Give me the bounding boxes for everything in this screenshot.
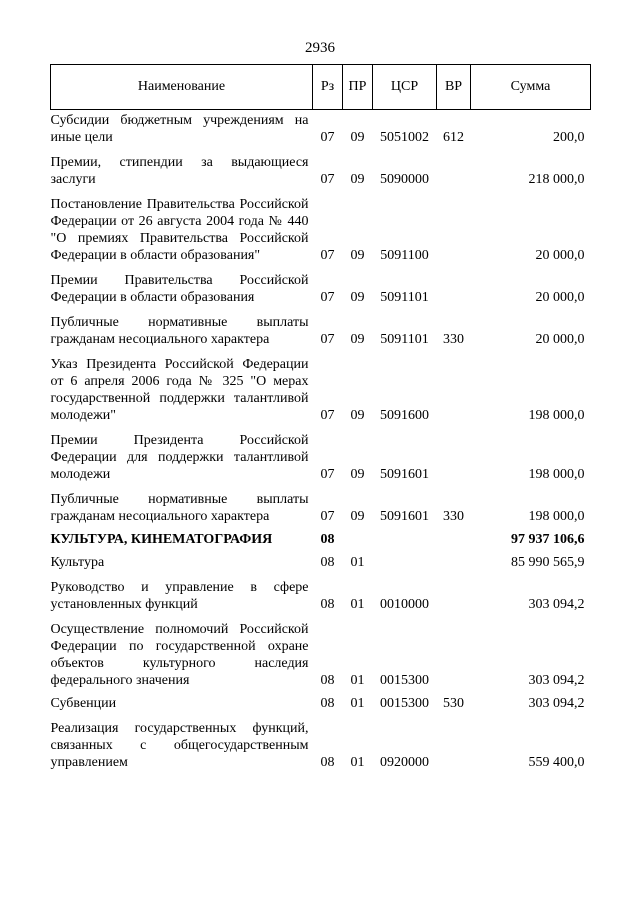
- row-csr: 5051002: [380, 130, 429, 145]
- row-name: Премии Правительства Российской Федерации в области образования: [50, 273, 309, 305]
- table-row: [51, 146, 591, 188]
- row-csr: 0920000: [380, 755, 429, 770]
- row-rz: 08: [320, 555, 335, 570]
- header-csr: ЦСР: [373, 65, 437, 110]
- row-sum: 218 000,0: [528, 172, 585, 187]
- table-row: [51, 548, 591, 571]
- header-vr: ВР: [437, 65, 471, 110]
- row-csr: 0010000: [380, 597, 429, 612]
- row-vr: [437, 348, 471, 424]
- row-csr: [373, 548, 437, 571]
- row-pr: 01: [350, 696, 365, 711]
- row-csr: 5091100: [380, 248, 429, 263]
- row-rz: 07: [320, 290, 335, 305]
- row-vr: 330: [443, 509, 464, 524]
- row-sum: 303 094,2: [528, 673, 585, 688]
- row-name: Культура: [50, 555, 105, 570]
- row-name: Публичные нормативные выплаты гражданам несоциального характера: [50, 315, 309, 347]
- table-row: [51, 571, 591, 613]
- row-vr: [437, 548, 471, 571]
- table-row: [51, 264, 591, 306]
- row-csr: 0015300: [380, 673, 429, 688]
- row-sum: 198 000,0: [528, 509, 585, 524]
- table-row: [51, 110, 591, 147]
- header-sum: Сумма: [471, 65, 591, 110]
- row-vr: [437, 424, 471, 483]
- row-rz: 08: [320, 532, 335, 547]
- row-vr: 330: [443, 332, 464, 347]
- table-row: [51, 525, 591, 548]
- table-row: [51, 689, 591, 712]
- row-vr: [437, 613, 471, 689]
- row-sum: 303 094,2: [528, 597, 585, 612]
- row-pr: 09: [350, 248, 365, 263]
- row-rz: 08: [320, 673, 335, 688]
- row-csr: 0015300: [380, 696, 429, 711]
- header-rz: Рз: [313, 65, 343, 110]
- row-vr: [437, 571, 471, 613]
- row-pr: 01: [350, 597, 365, 612]
- row-sum: 20 000,0: [535, 248, 585, 263]
- row-sum: 85 990 565,9: [511, 555, 585, 570]
- budget-table: [50, 64, 591, 771]
- row-vr: [437, 146, 471, 188]
- row-rz: 07: [320, 408, 335, 423]
- row-sum: 198 000,0: [528, 467, 585, 482]
- row-csr: 5091601: [380, 509, 429, 524]
- row-pr: 01: [350, 673, 365, 688]
- row-name: Постановление Правительства Российской Федерации от 26 августа 2004 года № 440 "О премиях Правительства Российской Федерации в области образования": [50, 197, 309, 263]
- table-row: [51, 424, 591, 483]
- row-csr: 5091600: [380, 408, 429, 423]
- row-name: Осуществление полномочий Российской Федерации по государственной охране объектов культурного наследия федерального значения: [50, 622, 309, 688]
- table-row: [51, 483, 591, 525]
- row-rz: 08: [320, 696, 335, 711]
- row-name: Премии, стипендии за выдающиеся заслуги: [50, 155, 309, 187]
- table-row: [51, 306, 591, 348]
- row-rz: 07: [320, 467, 335, 482]
- row-name: Субвенции: [50, 696, 117, 711]
- row-pr: 09: [350, 408, 365, 423]
- table-row: [51, 712, 591, 771]
- row-sum: 97 937 106,6: [511, 532, 585, 547]
- row-vr: 530: [443, 696, 464, 711]
- row-pr: 09: [350, 332, 365, 347]
- row-name: Руководство и управление в сфере установленных функций: [50, 580, 309, 612]
- row-rz: 07: [320, 130, 335, 145]
- table-row: [51, 188, 591, 264]
- row-csr: 5091101: [380, 290, 429, 305]
- row-name: КУЛЬТУРА, КИНЕМАТОГРАФИЯ: [50, 532, 273, 547]
- row-vr: [437, 712, 471, 771]
- row-pr: 01: [350, 555, 365, 570]
- row-pr: 09: [350, 290, 365, 305]
- table-header-row: [51, 65, 591, 110]
- row-vr: 612: [443, 130, 464, 145]
- row-sum: 303 094,2: [528, 696, 585, 711]
- row-pr: 09: [350, 130, 365, 145]
- row-vr: [437, 188, 471, 264]
- row-csr: [373, 525, 437, 548]
- row-sum: 198 000,0: [528, 408, 585, 423]
- row-rz: 08: [320, 597, 335, 612]
- table-row: [51, 613, 591, 689]
- row-name: Реализация государственных функций, связанных с общегосударственным управлением: [50, 721, 309, 770]
- row-rz: 07: [320, 332, 335, 347]
- row-sum: 559 400,0: [528, 755, 585, 770]
- page-number: 2936: [305, 40, 335, 56]
- row-sum: 200,0: [553, 130, 585, 145]
- row-csr: 5091101: [380, 332, 429, 347]
- table-row: [51, 348, 591, 424]
- row-vr: [437, 525, 471, 548]
- row-rz: 07: [320, 509, 335, 524]
- row-csr: 5090000: [380, 172, 429, 187]
- row-pr: [343, 525, 373, 548]
- row-pr: 09: [350, 172, 365, 187]
- row-vr: [437, 264, 471, 306]
- row-name: Публичные нормативные выплаты гражданам несоциального характера: [50, 492, 309, 524]
- row-name: Указ Президента Российской Федерации от 6 апреля 2006 года № 325 "О мерах государственной поддержки талантливой молодежи": [50, 357, 309, 423]
- header-pr: ПР: [343, 65, 373, 110]
- row-sum: 20 000,0: [535, 290, 585, 305]
- row-pr: 01: [350, 755, 365, 770]
- row-pr: 09: [350, 509, 365, 524]
- row-pr: 09: [350, 467, 365, 482]
- row-sum: 20 000,0: [535, 332, 585, 347]
- row-name: Премии Президента Российской Федерации для поддержки талантливой молодежи: [50, 433, 309, 482]
- row-rz: 07: [320, 172, 335, 187]
- row-csr: 5091601: [380, 467, 429, 482]
- header-name: Наименование: [51, 65, 313, 110]
- row-rz: 07: [320, 248, 335, 263]
- row-rz: 08: [320, 755, 335, 770]
- row-name: Субсидии бюджетным учреждениям на иные цели: [50, 113, 309, 145]
